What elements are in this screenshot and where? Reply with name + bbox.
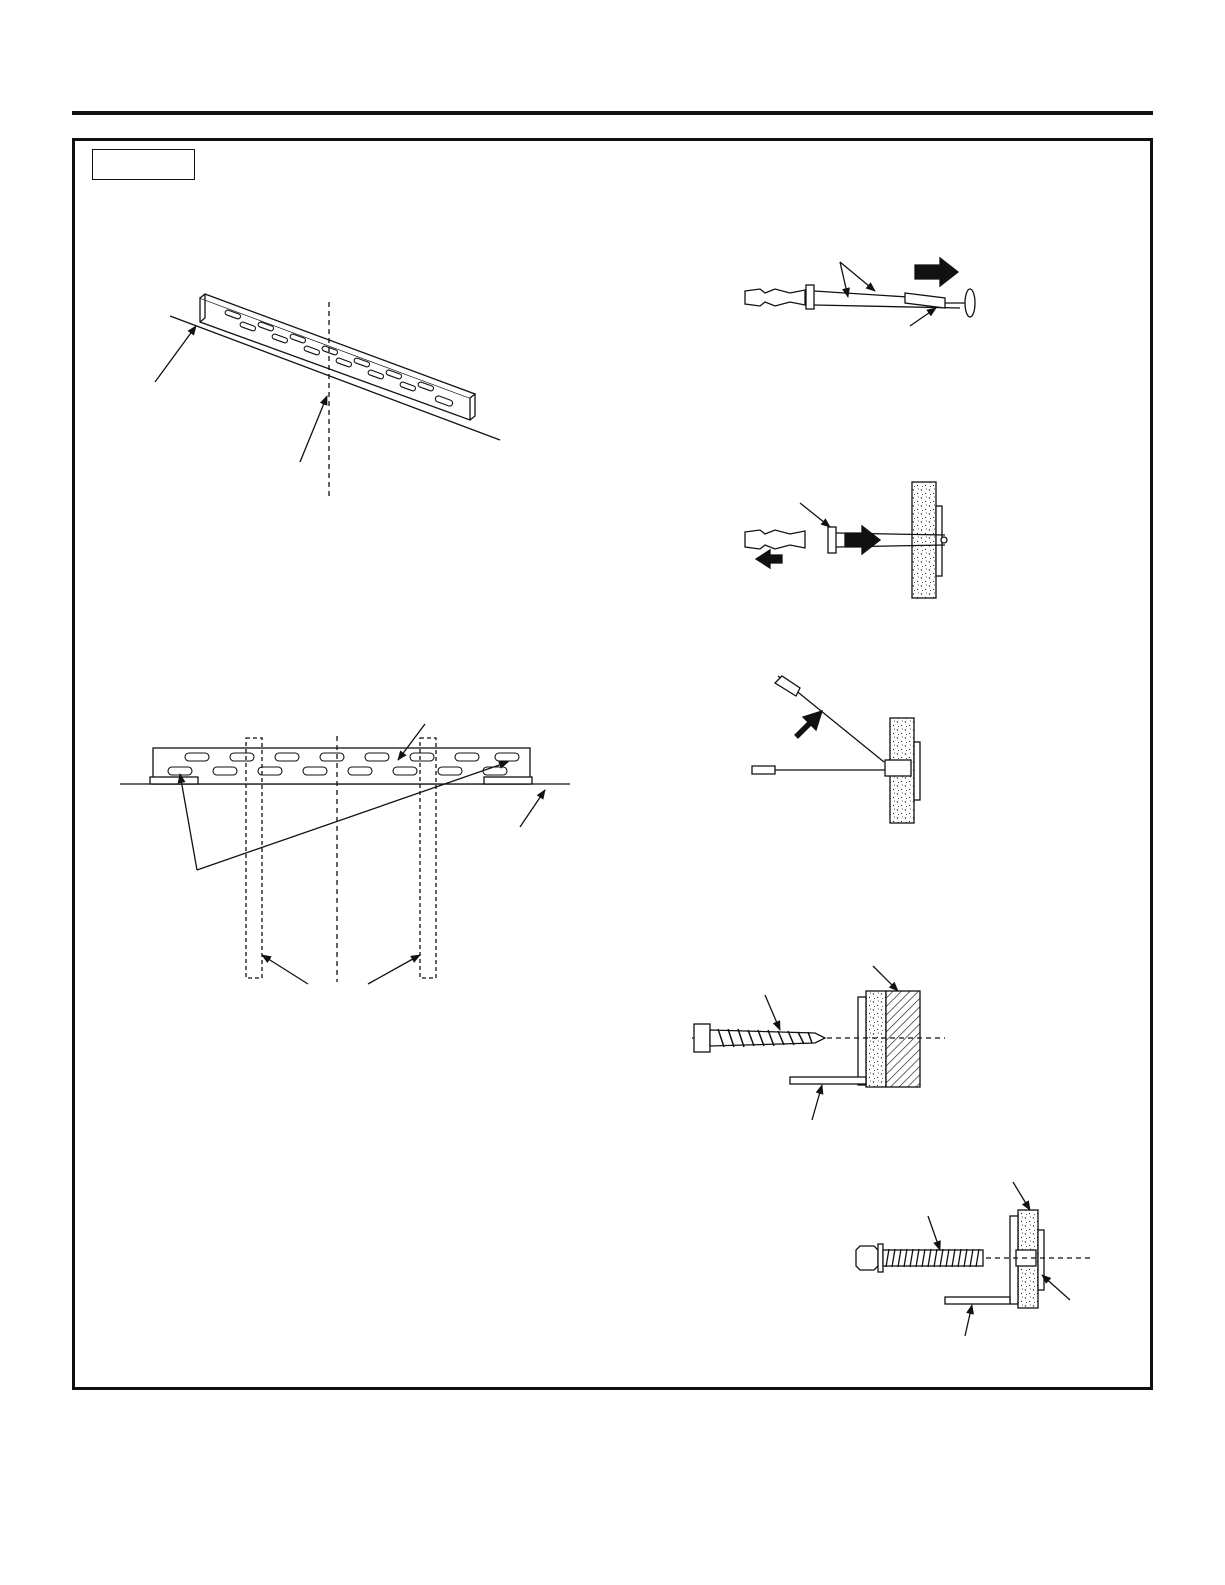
- toggle-anchor-insert: [745, 258, 975, 326]
- bracket-perspective-view: [155, 294, 500, 498]
- toggle-anchor-push-into-wall: [745, 482, 947, 598]
- leader-floor: [155, 326, 196, 382]
- leader-centerline: [300, 396, 327, 462]
- wood-stud: [886, 991, 920, 1087]
- screw-head: [694, 1024, 710, 1052]
- wall-section: [912, 482, 936, 598]
- floor-line: [170, 316, 500, 440]
- wood-stud-screw-mount: [692, 966, 945, 1120]
- bracket-foot: [945, 1297, 1010, 1304]
- bracket-upright: [858, 997, 866, 1085]
- drywall: [866, 991, 886, 1087]
- bolt-head: [856, 1246, 878, 1270]
- push-arrow-icon: [845, 526, 880, 554]
- bracket-foot-left: [150, 777, 198, 784]
- lift-arrow-icon: [795, 711, 822, 738]
- push-arrow-icon: [915, 258, 958, 286]
- toggle-anchor-snap-off-strap: [752, 676, 920, 823]
- bracket-foot: [790, 1077, 866, 1084]
- bracket-front-view-with-studs: [120, 724, 570, 984]
- bracket-foot-right: [484, 777, 532, 784]
- pull-arrow-icon: [756, 550, 782, 568]
- drywall-bolt-anchor-mount: [856, 1182, 1090, 1336]
